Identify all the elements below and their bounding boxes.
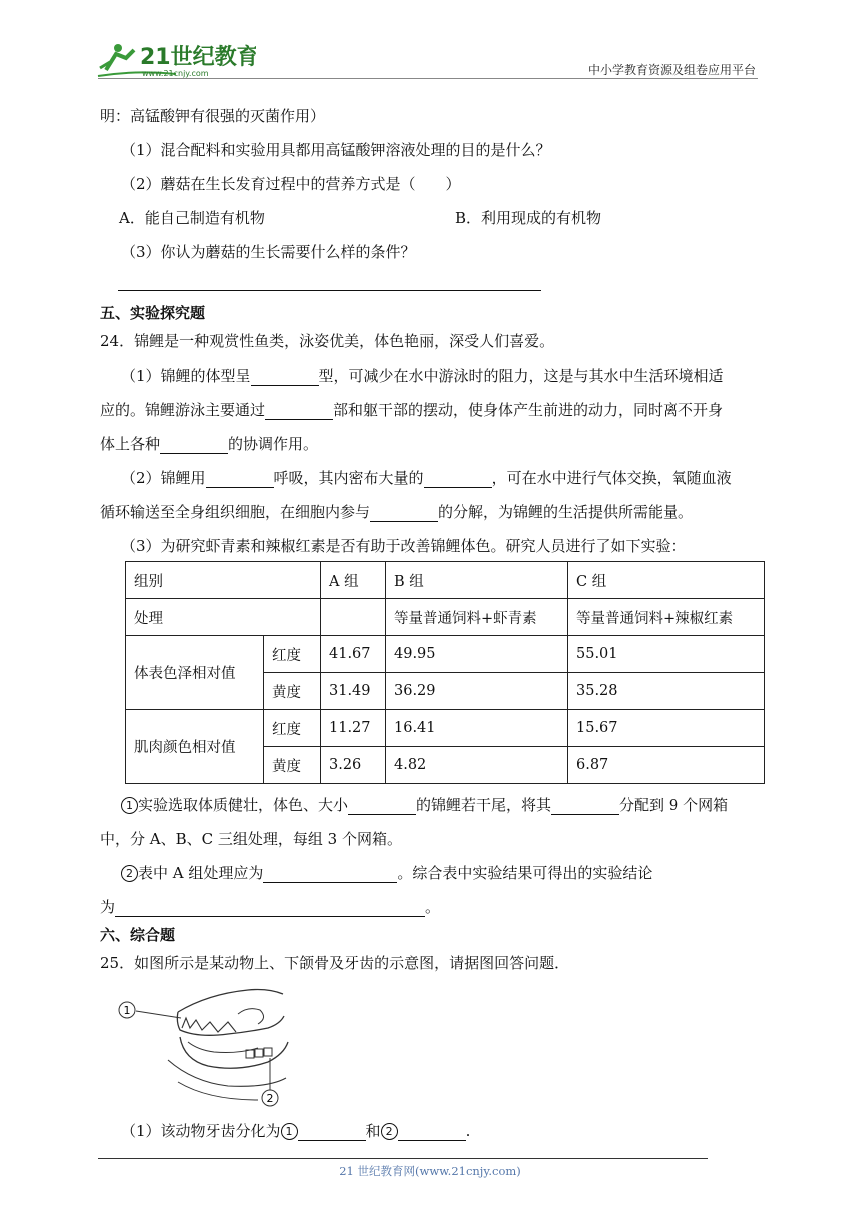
- table-row: [126, 636, 765, 673]
- cell: 41.67: [321, 636, 386, 673]
- blank: [115, 900, 425, 917]
- label-red: 红度: [264, 636, 321, 673]
- section-title-6: 六、综合题: [100, 926, 176, 944]
- cell: 15.67: [568, 710, 765, 747]
- q24-p1-line1: （1）锦鲤的体型呈 型，可减少在水中游泳时的阻力，这是与其水中生活环境相适: [121, 367, 724, 385]
- q24-p1-line3: 体上各种 的协调作用。: [100, 435, 319, 453]
- logo-text: 21世纪教育: [140, 45, 256, 70]
- logo-url: www.21cnjy.com: [142, 69, 209, 78]
- footer-divider: [98, 1158, 708, 1159]
- header-a: A 组: [321, 562, 386, 599]
- blank: [265, 403, 333, 420]
- label-1: 1: [123, 1004, 131, 1017]
- cell: 4.82: [386, 747, 568, 784]
- q25-stem: 25．如图所示是某动物上、下颌骨及牙齿的示意图，请据图回答问题．: [100, 954, 570, 972]
- cell: 35.28: [568, 673, 765, 710]
- circled-number: 1: [121, 797, 138, 814]
- q24-s1-line1: 1 实验选取体质健壮，体色、大小 的锦鲤若干尾，将其 分配到 9 个网箱: [121, 795, 728, 815]
- blank: [160, 437, 228, 454]
- treat-c: 等量普通饲料+辣椒红素: [568, 599, 765, 636]
- q24-s2-line1: 2 表中 A 组处理应为 。综合表中实验结果可得出的实验结论: [121, 863, 652, 883]
- treat-b: 等量普通饲料+虾青素: [386, 599, 568, 636]
- blank: [298, 1124, 366, 1141]
- q23-option-b: B．利用现成的有机物: [455, 209, 602, 227]
- cell: 6.87: [568, 747, 765, 784]
- q24-p3: （3）为研究虾青素和辣椒红素是否有助于改善锦鲤体色。研究人员进行了如下实验：: [121, 537, 686, 555]
- cell: 36.29: [386, 673, 568, 710]
- footer-text: 21 世纪教育网(www.21cnjy.com): [339, 1164, 521, 1178]
- table-row: [126, 710, 765, 747]
- cell: 3.26: [321, 747, 386, 784]
- label-2: 2: [266, 1092, 274, 1105]
- blank: [263, 866, 397, 883]
- blank: [251, 369, 319, 386]
- cell: 49.95: [386, 636, 568, 673]
- group-body-color: 体表色泽相对值: [126, 636, 264, 710]
- blank: [398, 1124, 466, 1141]
- q24-p2-line2: 循环输送至全身组织细胞，在细胞内参与 的分解，为锦鲤的生活提供所需能量。: [100, 503, 694, 521]
- blank: [424, 471, 492, 488]
- blank: [551, 798, 619, 815]
- jaw-diagram: [118, 982, 293, 1112]
- q25-sub1: （1）该动物牙齿分化为 1 和 2 .: [121, 1122, 471, 1140]
- label-yellow: 黄度: [264, 747, 321, 784]
- cell: 31.49: [321, 673, 386, 710]
- circled-number: 2: [121, 865, 138, 882]
- q23-sub1: （1）混合配料和实验用具都用高锰酸钾溶液处理的目的是什么？: [121, 141, 551, 159]
- blank: [206, 471, 274, 488]
- blank: [348, 798, 416, 815]
- table-row: [126, 599, 765, 636]
- table-row: [126, 562, 765, 599]
- q24-p2-line1: （2）锦鲤用 呼吸，其内密布大量的 ，可在水中进行气体交换，氧随血液: [121, 469, 732, 487]
- answer-line: [118, 290, 541, 291]
- site-logo: [96, 40, 256, 82]
- platform-name: 中小学教育资源及组卷应用平台: [587, 63, 756, 77]
- header-divider: [98, 78, 758, 79]
- group-muscle-color: 肌肉颜色相对值: [126, 710, 264, 784]
- q23-line1: 明：高锰酸钾有很强的灭菌作用）: [100, 107, 326, 125]
- circled-number: 1: [281, 1123, 298, 1140]
- row-treatment: 处理: [126, 599, 321, 636]
- cell: 55.01: [568, 636, 765, 673]
- cell: 11.27: [321, 710, 386, 747]
- header-b: B 组: [386, 562, 568, 599]
- q24-p1-line2: 应的。锦鲤游泳主要通过 部和躯干部的摆动，使身体产生前进的动力，同时离不开身: [100, 401, 724, 419]
- q23-option-a: A．能自己制造有机物: [119, 209, 265, 227]
- experiment-table: [125, 561, 765, 784]
- section-title-5: 五、实验探究题: [100, 304, 206, 322]
- cell: 16.41: [386, 710, 568, 747]
- q23-sub3: （3）你认为蘑菇的生长需要什么样的条件？: [121, 243, 416, 261]
- q24-s2-line2: 为 。: [100, 898, 441, 916]
- q24-stem: 24．锦鲤是一种观赏性鱼类，泳姿优美，体色艳丽，深受人们喜爱。: [100, 332, 555, 350]
- header-group: 组别: [126, 562, 321, 599]
- blank: [370, 505, 438, 522]
- label-yellow: 黄度: [264, 673, 321, 710]
- circled-number: 2: [381, 1123, 398, 1140]
- q23-sub2: （2）蘑菇在生长发育过程中的营养方式是（ ）: [121, 175, 461, 193]
- header-c: C 组: [568, 562, 765, 599]
- treat-a: [321, 599, 386, 636]
- label-red: 红度: [264, 710, 321, 747]
- q24-s1-line2: 中，分 A、B、C 三组处理，每组 3 个网箱。: [100, 830, 402, 848]
